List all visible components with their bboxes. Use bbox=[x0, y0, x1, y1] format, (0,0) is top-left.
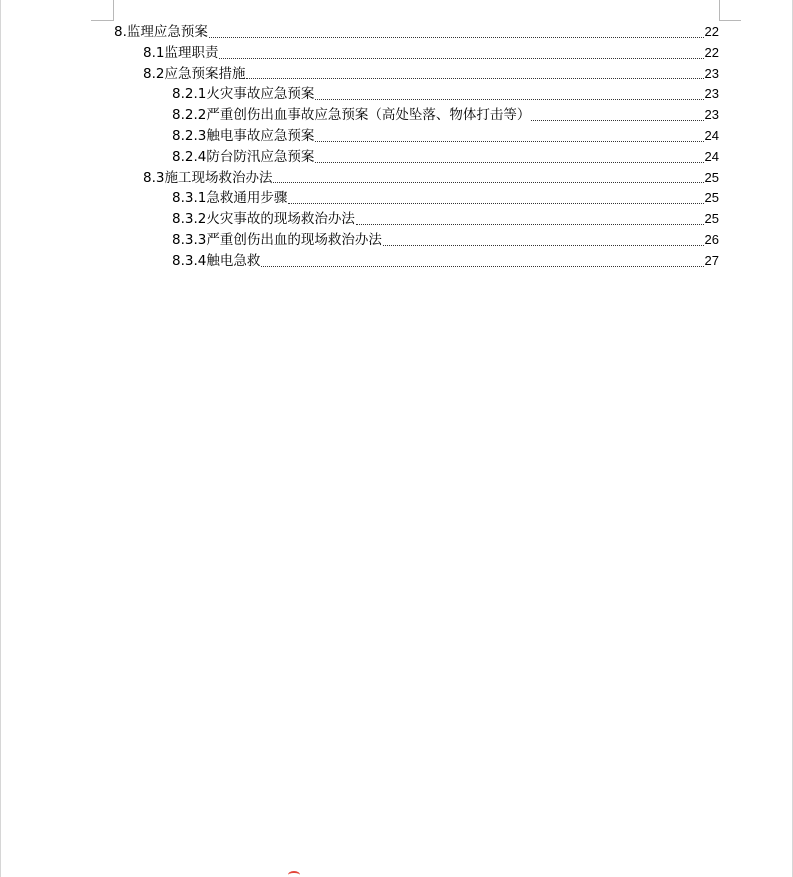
toc-entry-title: 监理应急预案 bbox=[126, 24, 208, 40]
toc-entry-number: 8.3.3 bbox=[172, 231, 207, 248]
toc-entry-number: 8.2 bbox=[143, 65, 165, 82]
crop-mark-top-right bbox=[719, 20, 741, 21]
toc-entry-number: 8.2.2 bbox=[172, 107, 207, 124]
toc-entry[interactable] bbox=[114, 126, 719, 147]
crop-mark-top-right bbox=[719, 0, 720, 21]
dot-leader bbox=[356, 223, 704, 225]
toc-entry[interactable] bbox=[114, 22, 719, 43]
dot-leader bbox=[209, 36, 704, 38]
toc-entry-number: 8.2.3 bbox=[172, 127, 207, 144]
dot-leader bbox=[219, 57, 703, 59]
toc-entry[interactable] bbox=[114, 209, 719, 230]
dot-leader bbox=[383, 244, 704, 246]
toc-entry-page: 24 bbox=[704, 127, 719, 143]
toc-entry-title: 防台防汛应急预案 bbox=[206, 148, 315, 165]
toc-entry[interactable] bbox=[114, 251, 719, 272]
dot-leader bbox=[273, 181, 703, 183]
dot-leader bbox=[531, 119, 703, 121]
toc-entry-title: 监理职责 bbox=[164, 44, 219, 61]
toc-entry-page: 23 bbox=[704, 107, 719, 123]
toc-entry[interactable] bbox=[114, 230, 719, 251]
toc-entry-page: 25 bbox=[704, 169, 719, 185]
toc-entry-page: 27 bbox=[704, 252, 719, 268]
toc-entry-number: 8.3.2 bbox=[172, 211, 207, 228]
dot-leader bbox=[246, 77, 703, 79]
toc-entry-title: 应急预案措施 bbox=[164, 65, 246, 82]
toc-entry-page: 26 bbox=[704, 231, 719, 247]
toc-entry-page: 22 bbox=[704, 44, 719, 60]
crop-mark-top-left bbox=[91, 20, 113, 21]
red-stamp-fragment bbox=[288, 871, 300, 877]
dot-leader bbox=[315, 140, 703, 142]
toc-entry[interactable] bbox=[114, 43, 719, 64]
crop-mark-top-left bbox=[113, 0, 114, 21]
toc-entry-page: 23 bbox=[704, 65, 719, 81]
dot-leader bbox=[261, 265, 703, 267]
toc-entry-title: 急救通用步骤 bbox=[206, 190, 288, 207]
toc-entry-page: 25 bbox=[704, 190, 719, 206]
toc-entry-number: 8.3.1 bbox=[172, 190, 207, 207]
toc-entry[interactable] bbox=[114, 84, 719, 105]
toc-entry-number: 8.2.4 bbox=[172, 148, 207, 165]
toc-entry-number: 8.3 bbox=[143, 169, 165, 186]
toc-entry[interactable] bbox=[114, 105, 719, 126]
toc-entry[interactable] bbox=[114, 147, 719, 168]
toc-entry-number: 8. bbox=[114, 24, 127, 40]
toc-entry-title: 火灾事故应急预案 bbox=[206, 86, 315, 103]
toc-entry-number: 8.2.1 bbox=[172, 86, 207, 103]
toc-entry-title: 严重创伤出血的现场救治办法 bbox=[206, 231, 382, 248]
dot-leader bbox=[288, 202, 703, 204]
toc-entry[interactable] bbox=[114, 64, 719, 85]
toc-entry-title: 严重创伤出血事故应急预案（高处坠落、物体打击等） bbox=[206, 107, 531, 124]
dot-leader bbox=[315, 98, 703, 100]
toc-entry-number: 8.3.4 bbox=[172, 252, 207, 269]
dot-leader bbox=[315, 161, 703, 163]
toc-entry-title: 触电事故应急预案 bbox=[206, 127, 315, 144]
toc-entry-title: 火灾事故的现场救治办法 bbox=[206, 211, 355, 228]
toc-entry-page: 25 bbox=[704, 211, 719, 227]
toc-entry-page: 24 bbox=[704, 148, 719, 164]
toc-entry[interactable] bbox=[114, 188, 719, 209]
toc-entry-title: 施工现场救治办法 bbox=[164, 169, 273, 186]
toc-entry-number: 8.1 bbox=[143, 44, 165, 61]
toc-entry-page: 23 bbox=[704, 86, 719, 102]
toc-entry[interactable] bbox=[114, 168, 719, 189]
toc-entry-title: 触电急救 bbox=[206, 252, 261, 269]
table-of-contents bbox=[114, 22, 719, 272]
toc-entry-page: 22 bbox=[704, 24, 719, 39]
